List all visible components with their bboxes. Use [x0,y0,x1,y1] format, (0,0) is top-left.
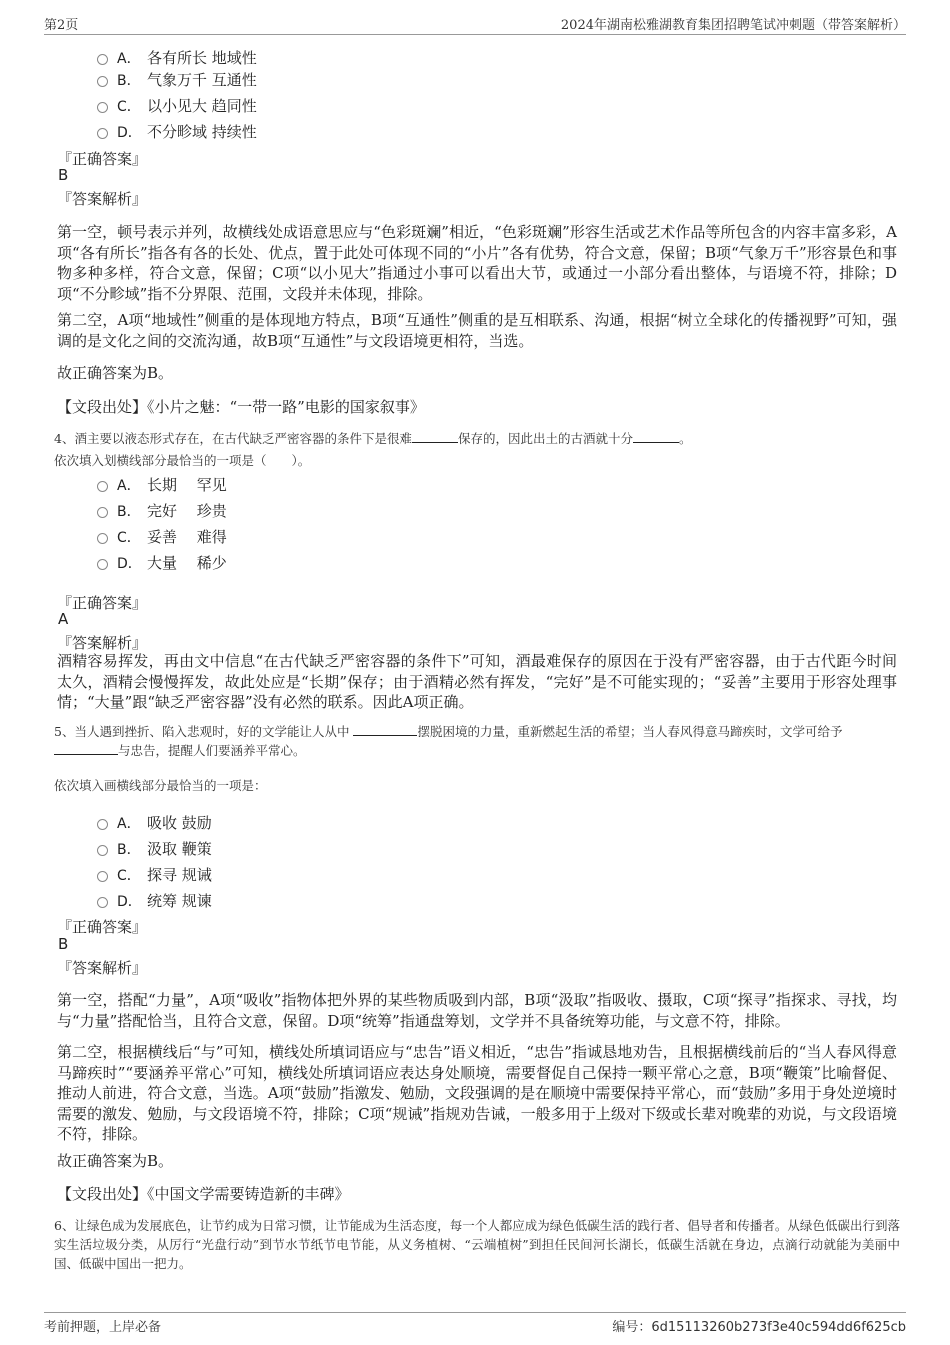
option-letter: D． [117,124,142,141]
q5-option-b[interactable] [97,838,212,859]
q3-answer-label: 『正确答案』 [57,150,148,168]
option-text: 以小见大 趋同性 [147,97,257,115]
q4-answer-label: 『正确答案』 [57,594,148,612]
q3-source: 【文段出处】《小片之魅：“一带一路”电影的国家叙事》 [57,398,425,416]
option-text: 不分畛域 持续性 [147,123,257,141]
option-text: 长期 罕见 [147,476,227,494]
q5-option-d[interactable] [97,890,212,911]
q5-stem [54,722,900,760]
q5-blank-2 [54,742,118,755]
q4-option-b[interactable] [97,500,227,521]
option-letter: D． [117,555,142,572]
option-text: 吸收 鼓励 [147,814,212,832]
document-id-code: 6d15113260b273f3e40c594dd6f625cb [651,1320,906,1335]
q5-instruction: 依次填入画横线部分最恰当的一项是： [54,778,267,793]
option-text: 气象万千 互通性 [147,71,257,89]
q3-analysis-para1: 第一空，顿号表示并列，故横线处成语意思应与“色彩斑斓”相近，“色彩斑斓”形容生活或艺术作品等所包含的内容丰富多彩，A项“各有所长”指各有各的长处、优点，置于此处可体现不同的“小片”各有优势，符合文意，保留；B项“气象万千”形容景色和事物多种多样，符合文意，保留；C项“以小见大”指通过小事可以看出大节，或通过一小部分看出整体，与语境不符，排除；D项“不分畛域”指不分界限、范围，文段并未体现，排除。 [57,223,897,303]
option-letter: C． [117,98,141,115]
option-letter: C． [117,867,141,884]
option-letter: B． [117,72,141,89]
page-header [44,14,906,35]
q5-stem-part1: 5、当人遇到挫折、陷入悲观时，好的文学能让人从中 [54,724,350,739]
option-text: 妥善 难得 [147,528,227,546]
q5-analysis-para2: 第二空，根据横线后“与”可知，横线处所填词语应与“忠告”语义相近，“忠告”指诚恳地劝告，且根据横线前后的“当人春风得意马蹄疾时”“要涵养平常心”可知，横线处所填词语应表达身处顺境，需要督促自己保持一颗平常心之意，B项“鞭策”比喻督促、推动人前进，符合文意，当选。A项“鼓励”指激发、勉励，文段强调的是在顺境中需要保持平常心，而“鼓励”多用于身处逆境时需要的激发、勉励，与文段语境不符，排除；C项“规诫”指规劝告诫，一般多用于上级对下级或长辈对晚辈的劝说，与文段语境不符，排除。 [57,1043,897,1143]
document-title: 2024年湖南松雅湖教育集团招聘笔试冲刺题（带答案解析） [560,18,906,33]
radio-icon[interactable] [97,819,108,830]
q3-option-c[interactable] [97,95,257,116]
q3-analysis-label: 『答案解析』 [57,190,148,208]
q3-option-b[interactable] [97,69,257,90]
q4-analysis: 酒精容易挥发，再由文中信息“在古代缺乏严密容器的条件下”可知，酒最难保存的原因在于没有严密容器，由于古代距今时间太久，酒精会慢慢挥发，故此处应是“长期”保存；由于酒精必然有挥发，“完好”是不可能实现的；“妥善”主要用于形容处理事情；“大量”跟“缺乏严密容器”没有必然的联系。因此A项正确。 [57,652,897,711]
option-text: 汲取 鞭策 [147,840,212,858]
q5-stem-part2: 摆脱困境的力量，重新燃起生活的希望；当人春风得意马蹄疾时，文学可给予 [417,724,843,739]
radio-icon[interactable] [97,102,108,113]
q5-source: 【文段出处】《中国文学需要铸造新的丰碑》 [57,1185,350,1203]
option-letter: C． [117,529,141,546]
q4-option-c[interactable] [97,526,227,547]
q3-option-a[interactable] [97,47,257,68]
option-text: 统筹 规谏 [147,892,212,910]
radio-icon[interactable] [97,481,108,492]
radio-icon[interactable] [97,845,108,856]
option-letter: A． [117,815,141,832]
document-id [612,1316,906,1336]
q4-analysis-label: 『答案解析』 [57,634,148,652]
q4-stem-part3: 。 [678,431,692,446]
q4-stem [54,429,900,448]
option-text: 完好 珍贵 [147,502,227,520]
q5-analysis-label: 『答案解析』 [57,959,148,977]
radio-icon[interactable] [97,871,108,882]
option-letter: A． [117,50,141,67]
q6-stem: 6、让绿色成为发展底色，让节约成为日常习惯，让节能成为生活态度，每一个人都应成为绿色低碳生活的践行者、倡导者和传播者。从绿色低碳出行到落实生活垃圾分类，从厉行“光盘行动”到节水节纸节电节能，从义务植树、“云端植树”到担任民间河长湖长，低碳生活就在身边，点滴行动就能为美丽中国、低碳中国出一把力。 [54,1218,900,1271]
q5-blank-1 [353,723,417,736]
option-letter: B． [117,841,141,858]
q5-option-c[interactable] [97,864,212,885]
q4-answer: A [58,610,69,628]
radio-icon[interactable] [97,54,108,65]
q5-option-a[interactable] [97,812,212,833]
radio-icon[interactable] [97,76,108,87]
page-footer [44,1312,906,1336]
q5-analysis-para1: 第一空，搭配“力量”，A项“吸收”指物体把外界的某些物质吸到内部，B项“汲取”指吸收、摄取，C项“探寻”指探求、寻找，均与“力量”搭配恰当，且符合文意，保留。D项“统筹”指通盘筹划，文学并不具备统筹功能，与文意不符，排除。 [57,991,897,1030]
q5-answer: B [58,935,69,953]
q5-conclusion: 故正确答案为B。 [57,1152,174,1170]
q5-stem-part3: 与忠告，提醒人们要涵养平常心。 [118,743,306,758]
q4-stem-part2: 保存的，因此出土的古酒就十分 [457,431,633,446]
radio-icon[interactable] [97,559,108,570]
q3-analysis-para2: 第二空，A项“地域性”侧重的是体现地方特点，B项“互通性”侧重的是互相联系、沟通，根据“树立全球化的传播视野”可知，强调的是文化之间的交流沟通，故B项“互通性”与文段语境更相符，当选。 [57,311,897,350]
option-text: 大量 稀少 [147,554,227,572]
q4-blank-1 [412,430,458,443]
q4-stem-part1: 4、酒主要以液态形式存在，在古代缺乏严密容器的条件下是很难 [54,431,412,446]
q3-answer: B [58,166,69,184]
option-letter: B． [117,503,141,520]
radio-icon[interactable] [97,897,108,908]
q3-conclusion: 故正确答案为B。 [57,364,174,382]
q4-option-d[interactable] [97,552,227,573]
document-id-label: 编号： [612,1320,652,1335]
radio-icon[interactable] [97,128,108,139]
page-number: 第2页 [44,18,79,33]
q4-option-a[interactable] [97,474,227,495]
q5-answer-label: 『正确答案』 [57,918,148,936]
radio-icon[interactable] [97,507,108,518]
q3-option-d[interactable] [97,121,257,142]
q4-instruction: 依次填入划横线部分最恰当的一项是（ ）。 [54,453,311,468]
option-letter: A． [117,477,141,494]
option-letter: D． [117,893,142,910]
option-text: 探寻 规诫 [147,866,212,884]
radio-icon[interactable] [97,533,108,544]
footer-slogan: 考前押题，上岸必备 [44,1320,162,1335]
option-text: 各有所长 地域性 [147,49,257,67]
q4-blank-2 [633,430,679,443]
